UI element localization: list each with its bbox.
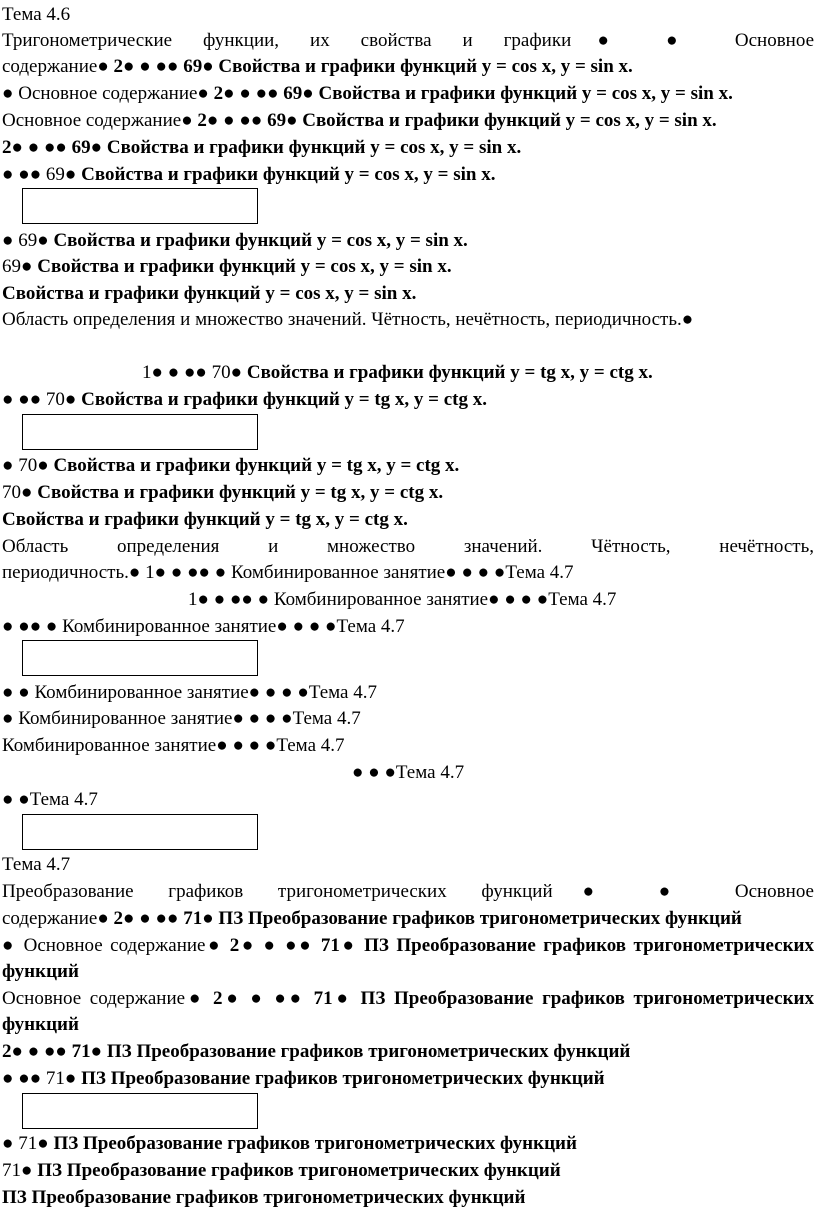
bold-text: 2● ● ●● 69● Свойства и графики функций y = cos x, y = sin x. (197, 110, 717, 131)
bold-text: функций (2, 961, 79, 982)
text-line: Тригонометрические функции, их свойства и графики● ● Основное (2, 30, 814, 51)
content-line (2, 787, 814, 813)
text-line: ● Основное содержание● (2, 935, 230, 956)
content-line (2, 560, 814, 586)
text-line: 69● (2, 256, 38, 277)
content-line (2, 1066, 814, 1092)
text-line: ● 71● (2, 1133, 54, 1154)
bold-text: ПЗ Преобразование графиков тригонометрических функций (53, 1133, 577, 1154)
topic-heading (2, 852, 814, 878)
text-line: 70● (2, 482, 38, 503)
content-line (2, 1158, 814, 1184)
content-line (2, 81, 814, 107)
text-line: Комбинированное занятие● ● ● ●Тема 4.7 (2, 735, 345, 756)
text-line: ● ●● 70● (2, 389, 82, 410)
empty-frame (22, 640, 258, 676)
content-line (2, 507, 814, 533)
text-line: Преобразование графиков тригонометрических функций● ● Основное (2, 881, 814, 902)
text-line: ● ●● 71● (2, 1068, 82, 1089)
bold-text: 2● ● ●● 69● Свойства и графики функций y = cos x, y = sin x. (2, 137, 522, 158)
content-line (352, 760, 814, 786)
text-line: ● 69● (2, 230, 54, 251)
content-line (2, 281, 814, 307)
content-line (2, 135, 814, 161)
content-line (2, 1039, 814, 1065)
bold-text: Свойства и графики функций y = cos x, y = sin x. (37, 256, 452, 277)
bold-text: Свойства и графики функций y = tg x, y = ctg x. (81, 389, 488, 410)
content-line (142, 360, 814, 386)
content-line (2, 307, 814, 333)
text-line: содержание● (2, 908, 114, 929)
bold-text: Свойства и графики функций y = cos x, y = sin x. (53, 230, 468, 251)
topic-title-line (2, 879, 814, 905)
text-line: ● ● ●Тема 4.7 (352, 762, 465, 783)
bold-text: 2● ● ●● 71● ПЗ Преобразование графиков тригонометрических функций (113, 908, 742, 929)
bold-text: 2● ● ●● 71● ПЗ Преобразование графиков тригонометрических (212, 988, 814, 1009)
text-line: Основное содержание● (2, 110, 198, 131)
content-line (2, 733, 814, 759)
text-line: ● 70● (2, 455, 54, 476)
bold-text: 2● ● ●● 69● Свойства и графики функций y = cos x, y = sin x. (213, 83, 733, 104)
text-line: ● ●● ● Комбинированное занятие● ● ● ●Тема 4.7 (2, 616, 405, 637)
bold-text: функций (2, 1014, 79, 1035)
content-line (188, 587, 814, 613)
content-line (2, 906, 814, 932)
bold-text: Свойства и графики функций y = tg x, y = ctg x. (2, 509, 408, 530)
content-line (2, 1131, 814, 1157)
text-line: 71● (2, 1160, 38, 1181)
content-line (2, 534, 814, 560)
content-line (2, 986, 814, 1012)
content-line (2, 1012, 814, 1038)
content-line (2, 453, 814, 479)
topic-title-line (2, 28, 814, 54)
text-line: Тема 4.7 (2, 854, 71, 875)
text-line: Основное содержание● (2, 988, 213, 1009)
content-line (2, 108, 814, 134)
content-line (2, 54, 814, 80)
bold-text: Свойства и графики функций y = cos x, y = sin x. (81, 164, 496, 185)
bold-text: Свойства и графики функций y = tg x, y = ctg x. (53, 455, 460, 476)
empty-frame (22, 814, 258, 850)
bold-text: ПЗ Преобразование графиков тригонометрических функций (81, 1068, 605, 1089)
bold-text: ПЗ Преобразование графиков тригонометрических функций (2, 1187, 526, 1208)
text-line: ● ●Тема 4.7 (2, 789, 98, 810)
content-line (2, 706, 814, 732)
bold-text: 2● ● ●● 71● ПЗ Преобразование графиков тригонометрических (229, 935, 814, 956)
text-line: ● ● Комбинированное занятие● ● ● ●Тема 4.7 (2, 682, 377, 703)
text-line: Область определения и множество значений. Чётность, нечётность, (2, 536, 814, 557)
bold-text: Свойства и графики функций y = tg x, y = ctg x. (246, 362, 653, 383)
bold-text: Свойства и графики функций y = cos x, y = sin x. (2, 283, 417, 304)
content-line (2, 959, 814, 985)
text-line: содержание● (2, 56, 114, 77)
text-line: 1● ● ●● ● Комбинированное занятие● ● ● ●Тема 4.7 (188, 589, 617, 610)
bold-text: ПЗ Преобразование графиков тригонометрических функций (37, 1160, 561, 1181)
content-line (2, 480, 814, 506)
bold-text: Свойства и графики функций y = tg x, y = ctg x. (37, 482, 444, 503)
empty-frame (22, 1093, 258, 1129)
bold-text: 2● ● ●● 69● Свойства и графики функций y = cos x, y = sin x. (113, 56, 633, 77)
text-line: ● Комбинированное занятие● ● ● ●Тема 4.7 (2, 708, 361, 729)
content-line (2, 254, 814, 280)
text-line: Тема 4.6 (2, 4, 71, 25)
text-line: Область определения и множество значений. Чётность, нечётность, периодичность.● (2, 309, 694, 330)
text-line: ● Основное содержание● (2, 83, 214, 104)
text-line: 1● ● ●● 70● (142, 362, 247, 383)
content-line (2, 1185, 814, 1211)
topic-heading (2, 2, 814, 28)
content-line (2, 680, 814, 706)
text-line: ● ●● 69● (2, 164, 82, 185)
empty-frame (22, 414, 258, 450)
bold-text: 2● ● ●● 71● ПЗ Преобразование графиков тригонометрических функций (2, 1041, 631, 1062)
content-line (2, 933, 814, 959)
content-line (2, 387, 814, 413)
content-line (2, 162, 814, 188)
content-line (2, 228, 814, 254)
empty-frame (22, 188, 258, 224)
content-line (2, 614, 814, 640)
text-line: периодичность.● 1● ● ●● ● Комбинированное занятие● ● ● ●Тема 4.7 (2, 562, 574, 583)
